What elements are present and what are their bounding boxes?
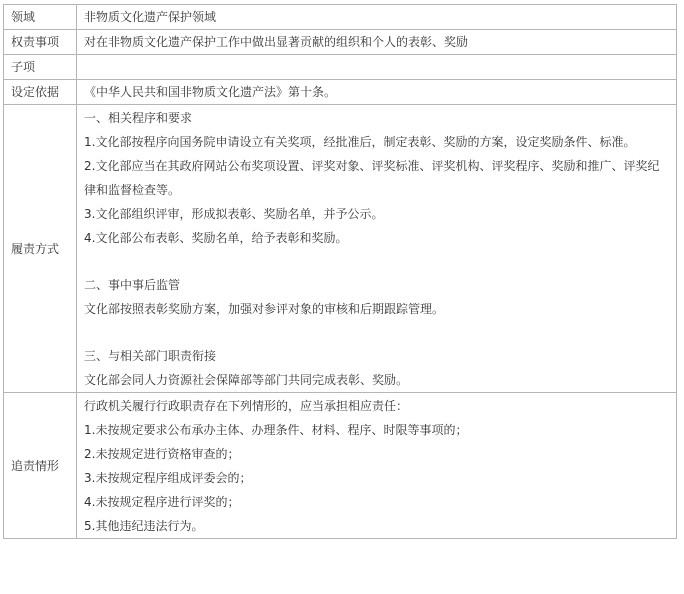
table-row-basis	[4, 80, 677, 105]
table-row-domain	[4, 5, 677, 30]
basis-label: 设定依据	[4, 80, 77, 105]
domain-value: 非物质文化遗产保护领域	[77, 5, 677, 30]
performance-step-2: 2.文化部应当在其政府网站公布奖项设置、评奖对象、评奖标准、评奖机构、评奖程序、奖励和推广、评奖纪律和监督检查等。	[84, 159, 660, 197]
table-row-matter	[4, 30, 677, 55]
performance-supervision: 文化部按照表彰奖励方案，加强对参评对象的审核和后期跟踪管理。	[84, 302, 445, 316]
responsibility-table	[3, 4, 677, 539]
performance-step-3: 3.文化部组织评审，形成拟表彰、奖励名单，并予公示。	[84, 207, 384, 221]
subitem-value	[77, 55, 677, 80]
performance-heading-3: 三、与相关部门职责衔接	[84, 349, 217, 363]
domain-label: 领域	[4, 5, 77, 30]
matter-label: 权责事项	[4, 30, 77, 55]
accountability-item-4: 4.未按规定程序进行评奖的；	[84, 495, 240, 509]
basis-value: 《中华人民共和国非物质文化遗产法》第十条。	[77, 80, 677, 105]
performance-value	[77, 105, 677, 393]
performance-coordination: 文化部会同人力资源社会保障部等部门共同完成表彰、奖励。	[84, 373, 409, 387]
subitem-label: 子项	[4, 55, 77, 80]
performance-step-1: 1.文化部按程序向国务院申请设立有关奖项，经批准后，制定表彰、奖励的方案，设定奖励条件、标准。	[84, 135, 636, 149]
accountability-item-5: 5.其他违纪违法行为。	[84, 519, 204, 533]
matter-value: 对在非物质文化遗产保护工作中做出显著贡献的组织和个人的表彰、奖励	[77, 30, 677, 55]
accountability-item-1: 1.未按规定要求公布承办主体、办理条件、材料、程序、时限等事项的；	[84, 423, 468, 437]
table-row-subitem	[4, 55, 677, 80]
performance-label: 履责方式	[4, 105, 77, 393]
accountability-item-2: 2.未按规定进行资格审查的；	[84, 447, 240, 461]
accountability-intro: 行政机关履行行政职责存在下列情形的，应当承担相应责任：	[84, 399, 409, 413]
performance-heading-1: 一、相关程序和要求	[84, 111, 193, 125]
performance-step-4: 4.文化部公布表彰、奖励名单，给予表彰和奖励。	[84, 231, 348, 245]
performance-heading-2: 二、事中事后监管	[84, 278, 181, 292]
accountability-value	[77, 393, 677, 539]
table-row-accountability	[4, 393, 677, 539]
accountability-label: 追责情形	[4, 393, 77, 539]
accountability-item-3: 3.未按规定程序组成评委会的；	[84, 471, 252, 485]
table-row-performance	[4, 105, 677, 393]
